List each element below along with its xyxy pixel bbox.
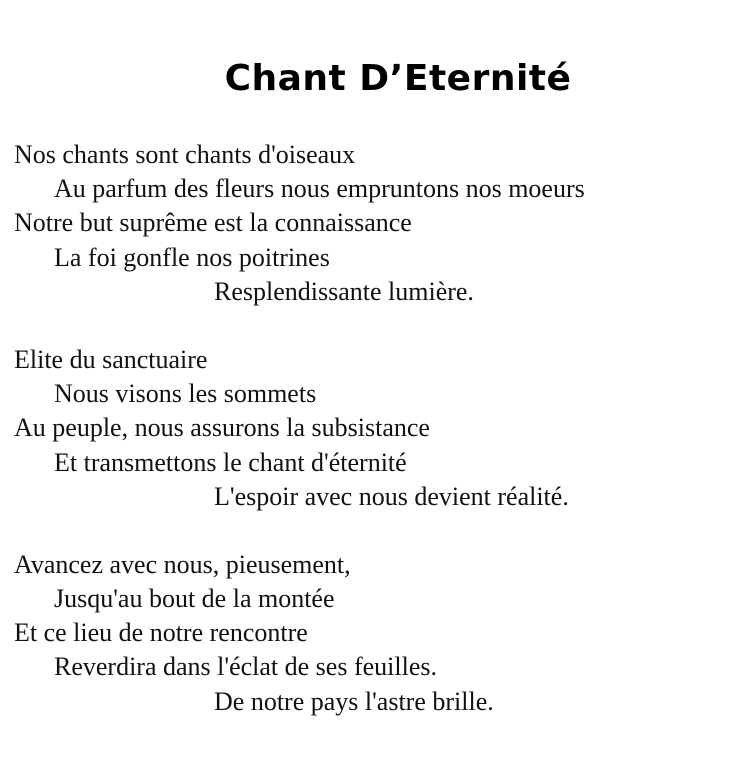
poem-line: Au peuple, nous assurons la subsistance — [14, 413, 430, 443]
poem-line: Nos chants sont chants d'oiseaux — [14, 140, 356, 169]
poem-line: Au parfum des fleurs nous empruntons nos moeurs — [54, 174, 585, 204]
poem-line: Resplendissante lumière. — [214, 276, 474, 306]
poem-line: De notre pays l'astre brille. — [214, 686, 494, 716]
poem-line: Notre but suprême est la connaissance — [14, 208, 412, 238]
stanza-1 — [14, 138, 585, 309]
poem-line: Nous visons les sommets — [54, 379, 317, 409]
poem-body — [14, 138, 585, 753]
poem-line: La foi gonfle nos poitrines — [54, 242, 330, 272]
poem-line: Et transmettons le chant d'éternité — [54, 447, 407, 477]
poem-line: Reverdira dans l'éclat de ses feuilles. — [54, 652, 437, 682]
poem-line: Elite du sanctuaire — [14, 344, 208, 374]
poem-line: Et ce lieu de notre rencontre — [14, 618, 308, 648]
poem-line: Avancez avec nous, pieusement, — [14, 549, 351, 579]
poem-line: L'espoir avec nous devient réalité. — [214, 481, 569, 511]
poem-title: Chant D’Eternité — [224, 58, 572, 99]
poem-line: Jusqu'au bout de la montée — [54, 584, 335, 614]
stanza-2 — [14, 343, 585, 514]
stanza-3 — [14, 548, 585, 719]
